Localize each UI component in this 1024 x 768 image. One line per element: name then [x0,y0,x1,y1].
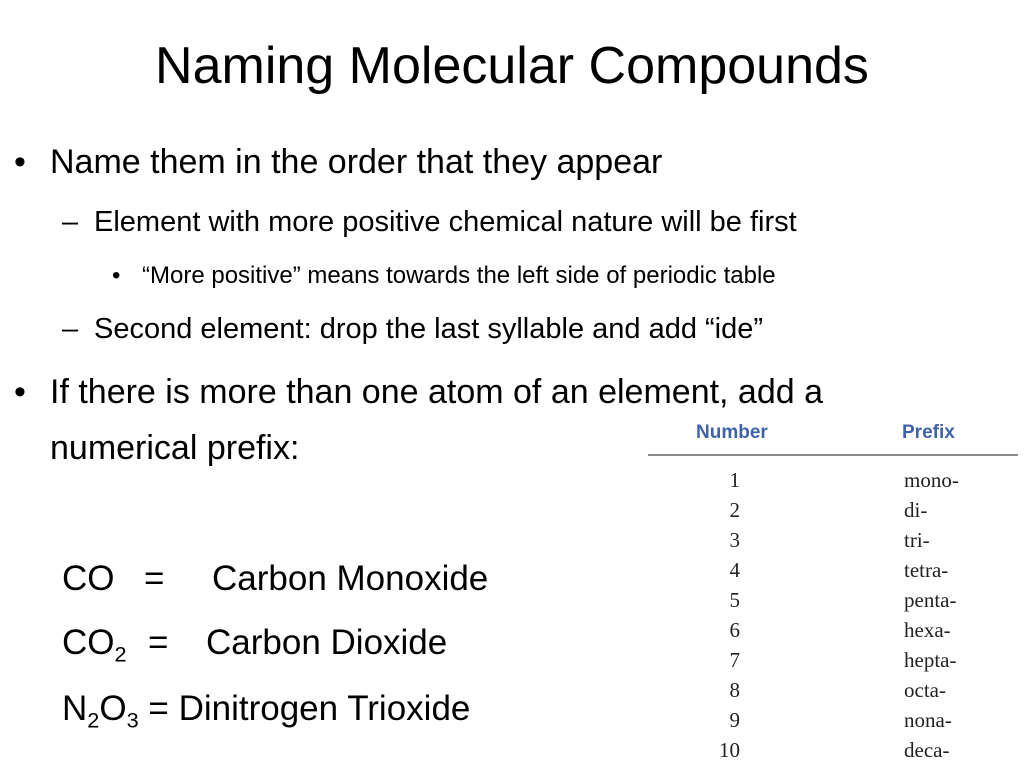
equals-sign: = [144,559,165,598]
table-cell-number: 8 [729,678,740,702]
compound-name: Dinitrogen Trioxide [178,689,471,728]
table-cell-number: 5 [729,588,740,612]
table-cell-number: 2 [729,498,740,522]
subscript: 2 [87,707,100,733]
formula: $N_2O_3$ [62,689,139,733]
sub-bullet-text: Element with more positive chemical nature will be first [94,206,797,238]
table-cell-number: 3 [729,528,740,552]
header-rule [648,454,1018,456]
formula: CO [62,559,115,598]
bullet-text-line2: numerical prefix: [50,429,300,467]
table-cell-number: 1 [729,468,740,492]
sub-bullet-text: Second element: drop the last syllable and add “ide” [94,313,764,345]
table-cell-number: 6 [729,618,740,642]
slide-title: Naming Molecular Compounds [155,37,869,95]
column-header-prefix: Prefix [902,422,955,443]
table-cell-prefix: penta- [904,588,957,612]
compound-name: Carbon Monoxide [212,559,489,598]
bullet-marker: • [14,143,26,181]
equals-sign: = [148,623,169,662]
subscript: 3 [126,707,139,733]
dash-marker: – [62,206,79,238]
table-cell-number: 10 [719,738,740,762]
bullet-text-line1: If there is more than one atom of an element, add a [50,373,824,411]
table-cell-prefix: octa- [904,678,946,702]
table-cell-prefix: hexa- [904,618,951,642]
table-cell-prefix: mono- [904,468,959,492]
prefix-table [648,418,1020,768]
subscript: 2 [114,641,127,667]
example-co2 [62,622,448,667]
table-cell-prefix: di- [904,498,928,522]
table-cell-number: 7 [729,648,740,672]
dash-marker: – [62,313,79,345]
table-cell-number: 9 [729,708,740,732]
table-cell-prefix: deca- [904,738,950,762]
equals-sign: = [148,689,169,728]
bullet-text: Name them in the order that they appear [50,143,663,181]
table-cell-prefix: tri- [904,528,930,552]
sub-sub-bullet-text: “More positive” means towards the left side of periodic table [142,262,776,289]
bullet-marker: • [14,373,26,411]
table-cell-prefix: tetra- [904,558,949,582]
formula: $CO_2$ [62,623,127,667]
bullet-marker: • [112,262,121,289]
table-cell-prefix: hepta- [904,648,957,672]
table-cell-number: 4 [729,558,740,582]
compound-name: Carbon Dioxide [206,623,448,662]
example-n2o3 [62,688,471,733]
column-header-number: Number [696,422,768,443]
example-co [62,558,489,600]
table-cell-prefix: nona- [904,708,952,732]
